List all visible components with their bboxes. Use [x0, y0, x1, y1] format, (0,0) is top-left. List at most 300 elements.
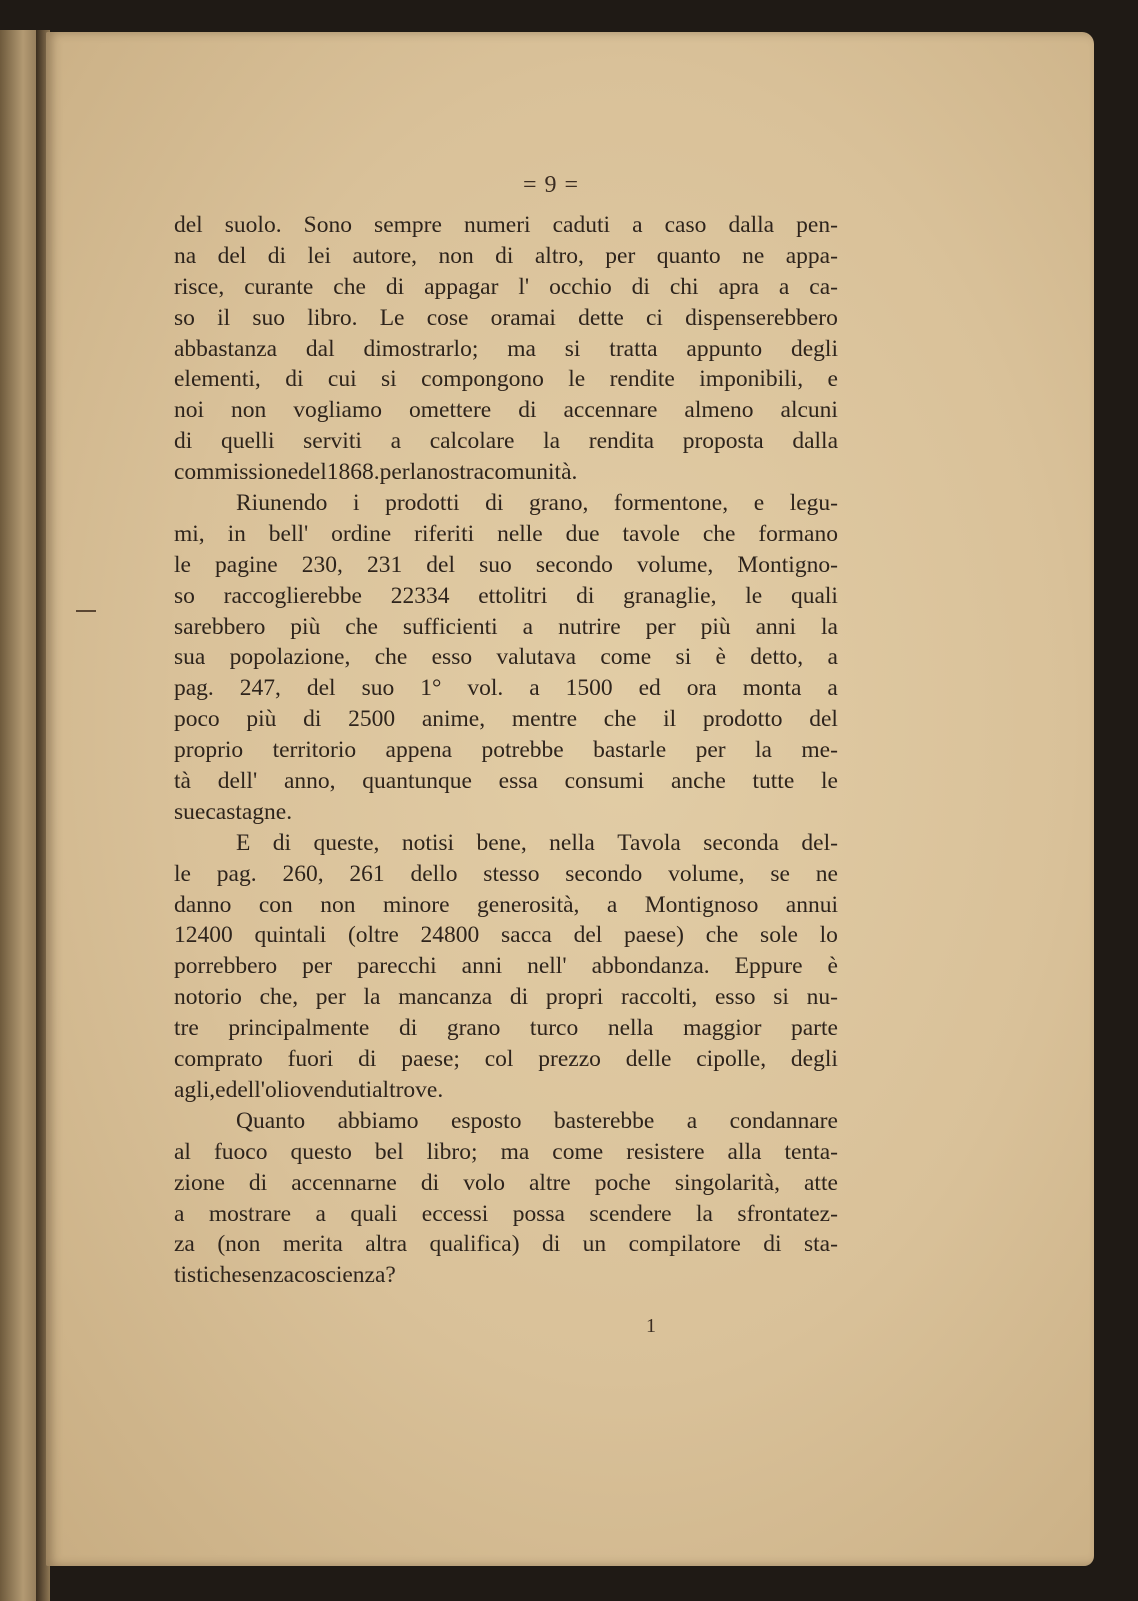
word: che [333, 273, 366, 300]
word: libro. [307, 304, 358, 331]
word: sufficienti [402, 613, 498, 640]
word: il [663, 706, 677, 733]
word: maggior [683, 1015, 762, 1042]
word: abbastanza [174, 335, 278, 362]
word: venduti [301, 1076, 373, 1103]
word: senza [241, 1262, 295, 1289]
word: la [821, 613, 838, 640]
word: sua [174, 644, 206, 671]
word: nelle [497, 520, 543, 547]
word: lo [819, 922, 838, 949]
word: anni [461, 953, 503, 980]
word: per [379, 459, 410, 486]
word: tavole [622, 520, 680, 547]
word: proprio [174, 737, 244, 764]
word: prodotto [702, 706, 783, 733]
word: notisi [401, 829, 455, 856]
word: le [821, 768, 838, 795]
word: 260, [282, 860, 324, 887]
word: tre [174, 1015, 199, 1042]
word: risce, [174, 273, 225, 300]
text-line [174, 1044, 838, 1075]
word: E [236, 829, 251, 856]
word: ne [742, 242, 765, 269]
word: a [522, 613, 534, 640]
word: quanto [656, 242, 721, 269]
word: a [606, 891, 618, 918]
word: possa [512, 1200, 565, 1227]
word: suolo. [224, 212, 282, 238]
word: di [385, 273, 405, 300]
word: curante [244, 273, 314, 300]
word: di [631, 273, 650, 300]
word: occhio [549, 273, 612, 300]
word: ma [500, 1138, 530, 1165]
text-line [174, 395, 838, 426]
word: parecchi [357, 953, 437, 980]
word: scendere [589, 1200, 672, 1227]
word: dell' [225, 1076, 266, 1103]
word: suo [479, 551, 512, 578]
word: a [827, 644, 838, 671]
word: sempre [374, 212, 442, 238]
word: di [267, 242, 287, 269]
word: popolazione, [229, 644, 351, 671]
word: i [352, 490, 360, 517]
word: del [217, 242, 247, 269]
word: volume, [636, 551, 714, 578]
word: dette [578, 304, 624, 331]
word: di [495, 242, 514, 269]
word: raccolti, [620, 984, 698, 1011]
word: a [827, 675, 838, 702]
word: rendita [588, 428, 655, 455]
word: sue [174, 798, 206, 825]
word: del [573, 922, 603, 949]
word: dal [305, 335, 335, 362]
text-line [174, 859, 838, 890]
text-line [174, 1260, 838, 1291]
word: e [753, 490, 765, 517]
text-line [174, 1106, 838, 1137]
word: vol. [467, 675, 504, 702]
text-line [174, 1075, 838, 1106]
word: tistiche [174, 1262, 242, 1289]
word: a [529, 675, 540, 702]
word: danno [174, 891, 232, 918]
text-line [174, 890, 838, 921]
word: le [174, 551, 191, 578]
word: altrove. [372, 1076, 444, 1103]
word: alcuni [780, 397, 838, 424]
body-text [174, 210, 838, 1291]
word: comunità. [484, 459, 578, 486]
word: autore, [352, 242, 418, 269]
word: esposto [450, 1107, 522, 1134]
word: elementi, [174, 366, 261, 393]
word: quintali [254, 922, 327, 949]
word: noi [174, 397, 205, 424]
word: accennarne [291, 1169, 397, 1196]
word: prodotti [385, 490, 460, 517]
word: altro, [534, 242, 584, 269]
word: accennare [563, 397, 658, 424]
word: so [174, 582, 195, 609]
word: per [645, 613, 676, 640]
word: legu- [789, 490, 838, 517]
word: appa- [785, 242, 838, 269]
word: che [705, 922, 739, 949]
word: qualifica) [429, 1231, 520, 1258]
word: compilatore [628, 1231, 741, 1258]
word: bel [374, 1138, 404, 1165]
word: poche [594, 1169, 651, 1196]
text-line [174, 1137, 838, 1168]
word: ettolitri [478, 582, 548, 609]
word: pagine [215, 551, 278, 578]
word: Le [379, 304, 405, 331]
word: lei [307, 242, 331, 269]
text-line [174, 550, 838, 581]
word: 1868. [326, 459, 380, 486]
word: più [246, 706, 277, 733]
word: se [770, 860, 790, 887]
word: quali [790, 582, 838, 609]
word: 247, [239, 675, 281, 702]
word: più [290, 613, 321, 640]
word: principalmente [228, 1015, 370, 1042]
word: ordine [331, 520, 392, 547]
word: a [632, 212, 643, 238]
word: due [565, 520, 600, 547]
word: singolarità, [674, 1169, 780, 1196]
text-line [174, 920, 838, 951]
word: in [227, 520, 246, 547]
word: e [215, 1076, 226, 1103]
word: na [174, 242, 197, 269]
word: tutte [752, 768, 795, 795]
word: del [809, 706, 838, 733]
word: Sono [303, 212, 352, 238]
word: delle [625, 1046, 672, 1073]
word: omettere [409, 397, 492, 424]
word: paese; [401, 1046, 460, 1073]
word: dalla [728, 212, 775, 238]
word: che [374, 644, 408, 671]
word: che, [259, 984, 299, 1011]
word: nu- [806, 984, 838, 1011]
text-line [174, 612, 838, 643]
text-line [174, 1199, 838, 1230]
word: bene, [476, 829, 527, 856]
word: commissione [174, 459, 299, 486]
word: si [675, 644, 692, 671]
word: 231 [366, 551, 403, 578]
word: non [231, 397, 267, 424]
text-line [174, 642, 838, 673]
margin-mark [76, 610, 96, 612]
word: a [174, 1200, 185, 1227]
word: per [315, 984, 346, 1011]
word: col [484, 1046, 514, 1073]
word: del- [801, 829, 838, 856]
word: comprato [174, 1046, 263, 1073]
word: me- [801, 737, 838, 764]
word: le [745, 582, 763, 609]
word: di [763, 1231, 782, 1258]
word: calcolare [429, 428, 515, 455]
word: rendite [609, 366, 675, 393]
word: che [603, 706, 637, 733]
word: serviti [303, 428, 362, 455]
signature-mark: 1 [646, 1315, 656, 1337]
text-line [174, 797, 838, 828]
text-line [174, 766, 838, 797]
word: dello [410, 860, 458, 887]
word: pag. [216, 860, 257, 887]
word: Montignoso [644, 891, 759, 918]
word: generosità, [476, 891, 580, 918]
word: come [552, 1138, 604, 1165]
word: anni [755, 613, 797, 640]
word: 12400 [174, 922, 233, 949]
word: esso [715, 984, 756, 1011]
word: secondo [565, 860, 643, 887]
word: appena [385, 737, 453, 764]
word: grano, [528, 490, 589, 517]
word: seconda [703, 829, 779, 856]
word: la [543, 428, 561, 455]
word: oramai [490, 304, 556, 331]
word: di [272, 829, 292, 856]
word: caduti [552, 212, 611, 238]
text-line [174, 704, 838, 735]
word: tratta [609, 335, 658, 362]
word: le [174, 860, 191, 887]
text-line [174, 828, 838, 859]
word: tenta- [784, 1138, 838, 1165]
word: grano [446, 1015, 501, 1042]
word: mostrare [208, 1200, 292, 1227]
word: merita [282, 1231, 343, 1258]
word: parte [791, 1015, 838, 1042]
word: ma [507, 335, 536, 362]
word: del [426, 551, 456, 578]
word: si [564, 335, 581, 362]
word: mancanza [398, 984, 493, 1011]
word: e [827, 366, 838, 393]
word: quelli [220, 428, 275, 455]
word: eccessi [421, 1200, 489, 1227]
word: cipolle, [696, 1046, 767, 1073]
word: con [258, 891, 293, 918]
word: so [174, 304, 195, 331]
word: si [381, 366, 397, 393]
word: essa [498, 768, 538, 795]
word: apra [718, 273, 759, 300]
word: Eppure [734, 953, 803, 980]
word: nella [607, 1015, 654, 1042]
word: 2500 [348, 706, 396, 733]
word: granaglie, [623, 582, 717, 609]
word: è [715, 644, 726, 671]
word: 1500 [565, 675, 613, 702]
word: di [398, 1015, 418, 1042]
text-line [174, 673, 838, 704]
word: 22334 [390, 582, 450, 609]
text-line [174, 272, 838, 303]
word: è [827, 953, 838, 980]
word: più [700, 613, 731, 640]
word: di [420, 1169, 440, 1196]
word: di [174, 428, 193, 455]
word: fuori [287, 1046, 334, 1073]
word: formano [758, 520, 838, 547]
word: suo [252, 304, 286, 331]
word: sole [760, 922, 798, 949]
word: a [686, 1107, 698, 1134]
word: l' [518, 273, 530, 300]
word: si [773, 984, 789, 1011]
text-line [174, 581, 838, 612]
word: non [320, 891, 356, 918]
word: la [696, 1200, 713, 1227]
word: Montigno- [737, 551, 838, 578]
word: Tavola [617, 829, 681, 856]
word: abbiamo [337, 1107, 419, 1134]
word: atte [803, 1169, 838, 1196]
word: basterebbe [553, 1107, 655, 1134]
word: secondo [535, 551, 613, 578]
text-line [174, 982, 838, 1013]
word: consumi [564, 768, 645, 795]
word: ed [638, 675, 661, 702]
word: che [702, 520, 736, 547]
text-line [174, 735, 838, 766]
word: nella [549, 829, 595, 856]
word: dispenserebbero [685, 304, 838, 331]
word: pen- [796, 212, 838, 238]
word: appunto [686, 335, 763, 362]
word: numeri [463, 212, 531, 238]
word: anime, [421, 706, 486, 733]
text-line [174, 210, 838, 241]
word: la [409, 459, 427, 486]
word: al [174, 1138, 191, 1165]
word: del [306, 675, 336, 702]
word: sacca [501, 922, 552, 949]
word: anche [670, 768, 726, 795]
word: 1° [420, 675, 442, 702]
page-number: = 9 = [522, 172, 580, 198]
word: degli [790, 1046, 838, 1073]
word: di [541, 1231, 561, 1258]
word: come [600, 644, 652, 671]
word: 24800 [420, 922, 480, 949]
word: altre [528, 1169, 571, 1196]
word: nell' [527, 953, 567, 980]
book-page [46, 32, 1094, 1566]
word: queste, [313, 829, 380, 856]
word: di [576, 582, 595, 609]
word: caso [664, 212, 707, 238]
text-line [174, 364, 838, 395]
text-line [174, 1229, 838, 1260]
text-line [174, 1013, 838, 1044]
text-line [174, 303, 838, 334]
word: di [358, 1046, 377, 1073]
word: za [174, 1231, 195, 1258]
word: mi, [174, 520, 205, 547]
word: anno, [283, 768, 336, 795]
word: esso [431, 644, 473, 671]
word: sta- [804, 1231, 838, 1258]
word: notorio [174, 984, 242, 1011]
word: ora [686, 675, 717, 702]
word: condannare [729, 1107, 838, 1134]
word: detto, [750, 644, 804, 671]
word: le [568, 366, 586, 393]
word: paese) [624, 922, 685, 949]
word: (oltre [347, 922, 399, 949]
text-line [174, 951, 838, 982]
word: di [509, 984, 529, 1011]
word: un [582, 1231, 607, 1258]
word: riferiti [414, 520, 475, 547]
word: dell' [217, 768, 258, 795]
word: cui [327, 366, 357, 393]
word: almeno [684, 397, 754, 424]
word: a [390, 428, 402, 455]
word: tà [174, 768, 191, 795]
word: di [518, 397, 537, 424]
word: non [438, 242, 474, 269]
text-line [174, 457, 838, 488]
word: per [302, 953, 333, 980]
word: la [755, 737, 772, 764]
word: fuoco [213, 1138, 268, 1165]
word: minore [382, 891, 450, 918]
word: sarebbero [174, 613, 266, 640]
word: porrebbero [174, 953, 278, 980]
word: appagar [424, 273, 499, 300]
word: alla [727, 1138, 762, 1165]
word: del [174, 212, 203, 238]
word: quali [350, 1200, 398, 1227]
word: proposta [682, 428, 764, 455]
word: di [248, 1169, 268, 1196]
word: per [695, 737, 726, 764]
word: zione [174, 1169, 225, 1196]
word: a [315, 1200, 326, 1227]
word: potrebbe [481, 737, 564, 764]
word: formentone, [613, 490, 729, 517]
word: Riunendo [236, 490, 328, 517]
word: prezzo [538, 1046, 601, 1073]
word: di [303, 706, 322, 733]
text-line [174, 488, 838, 519]
word: questo [290, 1138, 352, 1165]
word: del [298, 459, 327, 486]
word: nostra [426, 459, 485, 486]
word: suo [361, 675, 395, 702]
word: dalla [792, 428, 838, 455]
word: volo [463, 1169, 505, 1196]
word: coscienza? [294, 1262, 396, 1289]
word: bell' [268, 520, 309, 547]
word: poco [174, 706, 220, 733]
word: territorio [272, 737, 357, 764]
